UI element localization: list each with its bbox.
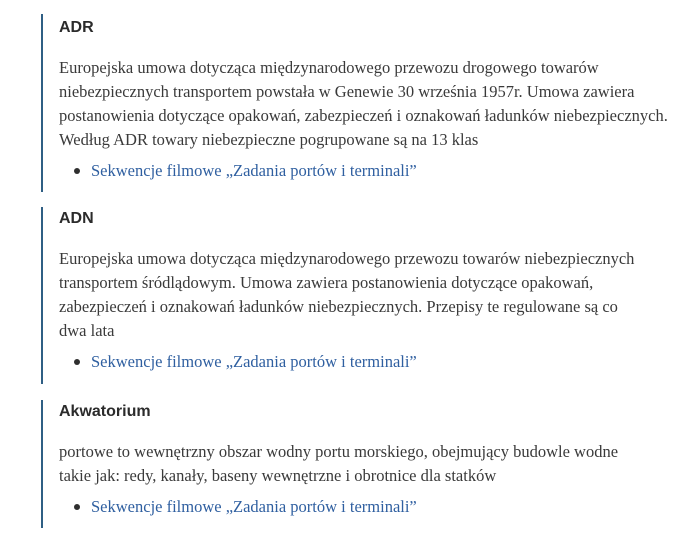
entry-content [43, 14, 683, 182]
glossary-definition: Europejska umowa dotycząca międzynarodowego przewozu drogowego towarów niebezpiecznych transportem powstała w Genewie 30 września 1957r. Umowa zawiera postanowienia dotyczące opakowań, zabezpieczeń i oznakowań ładunków niebezpiecznych. Według ADR towary niebezpieczne pogrupowane są na 13 klas [59, 58, 668, 149]
glossary-entry-adn [41, 207, 683, 384]
glossary-definition: portowe to wewnętrzny obszar wodny portu morskiego, obejmujący budowle wodne takie jak: redy, kanały, baseny wewnętrzne i obrotnice dla statków [59, 442, 619, 485]
glossary-entry-adr [41, 14, 683, 192]
list-item [59, 496, 683, 518]
bullet-icon [74, 359, 80, 365]
list-item [59, 351, 683, 373]
bullet-icon [74, 168, 80, 174]
glossary-entry-akwatorium [41, 400, 683, 528]
bullet-icon [74, 504, 80, 510]
entry-content [43, 400, 683, 518]
related-link[interactable]: Sekwencje filmowe „Zadania portów i terminali” [91, 497, 417, 516]
list-item [59, 160, 683, 182]
entry-content [43, 207, 683, 373]
related-links-list [59, 351, 683, 373]
glossary-term: ADN [59, 210, 94, 227]
glossary-term: Akwatorium [59, 403, 151, 420]
related-link[interactable]: Sekwencje filmowe „Zadania portów i terminali” [91, 352, 417, 371]
related-links-list [59, 160, 683, 182]
related-link[interactable]: Sekwencje filmowe „Zadania portów i terminali” [91, 161, 417, 180]
related-links-list [59, 496, 683, 518]
glossary-definition: Europejska umowa dotycząca międzynarodowego przewozu towarów niebezpiecznych transportem śródlądowym. Umowa zawiera postanowienia dotyczące opakowań, zabezpieczeń i oznakowań ładunków niebezpiecznych. Przepisy te regulowane są co dwa lata [59, 249, 635, 340]
glossary-term: ADR [59, 19, 94, 36]
